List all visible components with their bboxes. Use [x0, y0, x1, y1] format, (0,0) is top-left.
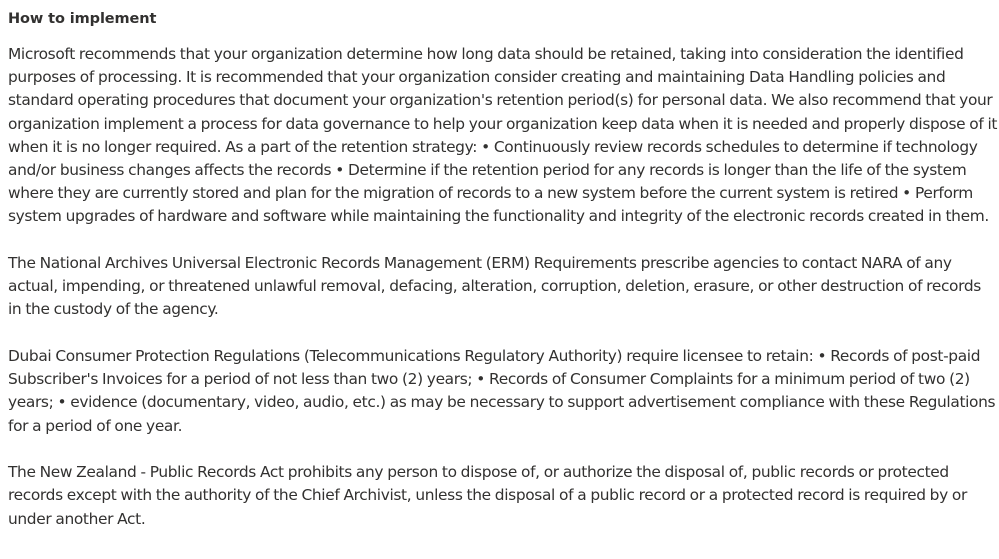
- paragraph-retention-strategy: Microsoft recommends that your organization determine how long data should be retained, taking into consideration the identified purposes of processing. It is recommended that your organization consider creating and maintaining Data Handling policies and standard operating procedures that document your organization's retention period(s) for personal data. We also recommend that your organization implement a process for data governance to help your organization keep data when it is needed and properly dispose of it when it is no longer required. As a part of the retention strategy: • Continuously review records schedules to determine if technology and/or business changes affects the records • Determine if the retention period for any records is longer than the life of the system where they are currently stored and plan for the migration of records to a new system before the current system is retired • Perform system upgrades of hardware and software while maintaining the functionality and integrity of the electronic records created in them.: [8, 45, 998, 226]
- paragraph-dubai-consumer-protection: Dubai Consumer Protection Regulations (Telecommunications Regulatory Authority) require licensee to retain: • Records of post-paid Subscriber's Invoices for a period of not less than two (2) years; • Records of Consumer Complaints for a minimum period of two (2) years; • evidence (documentary, video, audio, etc.) as may be necessary to support advertisement compliance with these Regulations for a period of one year.: [8, 347, 996, 435]
- section-heading: How to implement: [8, 11, 157, 27]
- paragraph-nara-erm-requirements: The National Archives Universal Electronic Records Management (ERM) Requirements prescribe agencies to contact NARA of any actual, impending, or threatened unlawful removal, defacing, alteration, corruption, deletion, erasure, or other destruction of records in the custody of the agency.: [8, 254, 981, 319]
- paragraph-new-zealand-public-records: The New Zealand - Public Records Act prohibits any person to dispose of, or authorize the disposal of, public records or protected records except with the authority of the Chief Archivist, unless the disposal of a public record or a protected record is required by or under another Act.: [8, 463, 967, 528]
